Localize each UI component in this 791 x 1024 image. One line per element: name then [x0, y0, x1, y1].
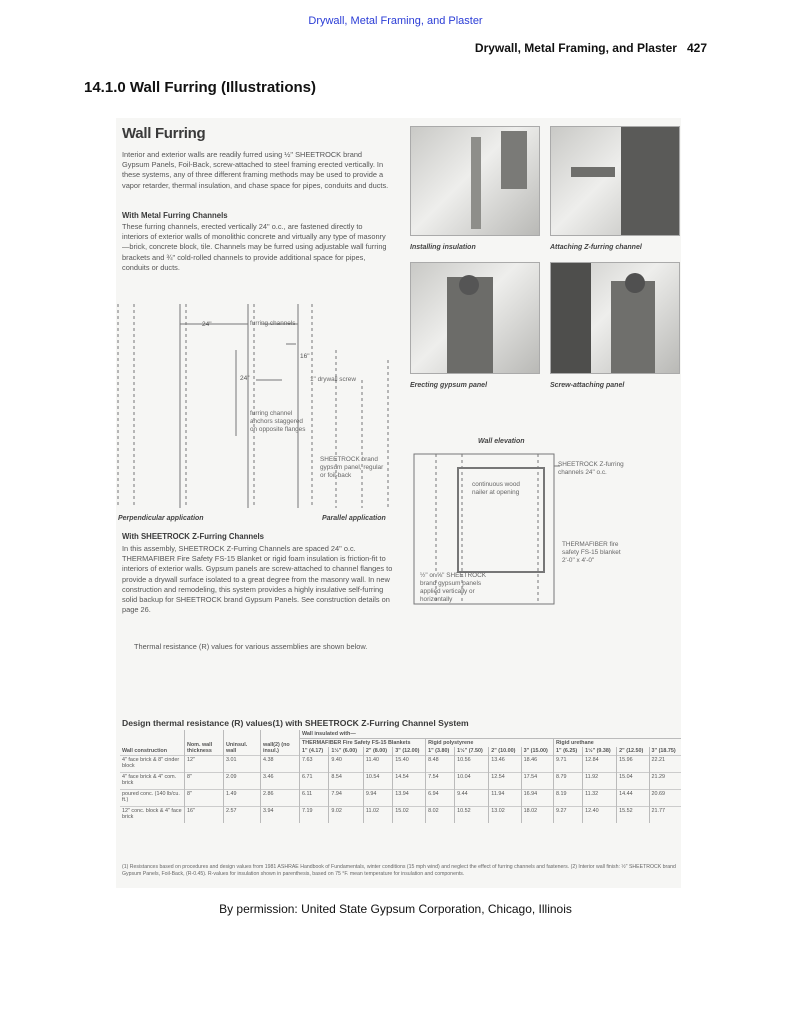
th-wall: wall(2) (no insul.): [261, 730, 300, 756]
th-sub: 1½" (7.50): [455, 747, 489, 756]
label-channel-anchors: furring channel anchors staggered on opposite flanges: [250, 410, 306, 433]
cell-value: 12.54: [489, 773, 521, 790]
caption-photo-2: Attaching Z-furring channel: [550, 244, 642, 251]
cell-uninsul: 2.57: [224, 807, 261, 824]
cell-value: 9.94: [363, 790, 392, 807]
table-title: Design thermal resistance (R) values(1) with SHEETROCK Z-Furring Channel System: [122, 718, 469, 728]
photo-installing-insulation: [410, 126, 540, 236]
cell-uninsul: 3.01: [224, 756, 261, 773]
caption-photo-4: Screw-attaching panel: [550, 382, 625, 389]
th-sub: 1½" (6.00): [329, 747, 363, 756]
cell-value: 10.56: [455, 756, 489, 773]
table-row: [120, 756, 681, 773]
cell-value: 18.46: [521, 756, 553, 773]
th-thermafiber: THERMAFIBER Fire Safety FS-15 Blankets: [300, 739, 426, 748]
cell-value: 11.02: [363, 807, 392, 824]
r-values-paragraph: Thermal resistance (R) values for various assemblies are shown below.: [134, 642, 368, 651]
cell-value: 8.19: [554, 790, 583, 807]
cell-value: 9.40: [329, 756, 363, 773]
cell-wall: 3.94: [261, 807, 300, 824]
dim-24-top: 24": [202, 321, 212, 328]
label-elevation-wood-nailer: continuous wood nailer at opening: [472, 481, 520, 496]
th-sub: 1" (4.17): [300, 747, 329, 756]
th-uninsul: Uninsul. wall: [224, 730, 261, 756]
running-header: [475, 41, 707, 55]
cell-value: 9.02: [329, 807, 363, 824]
cell-wall: 4.38: [261, 756, 300, 773]
cell-value: 7.19: [300, 807, 329, 824]
cell-value: 14.54: [393, 773, 426, 790]
table-footnote: (1) Resistances based on procedures and design values from 1981 ASHRAE Handbook of Fundamentals, winter conditions (15 mph wind) and neglect the effect of furring channels and fasteners. (2) Interior wall finish: ½" SHEETROCK brand Gypsum Panels, Foil-Back, (R-0.45). R-values for insulation shown in parenthesis, based on 75 °F. mean temperature for insulation and components.: [122, 864, 676, 877]
dim-24-side: 24": [240, 375, 250, 382]
cell-uninsul: 1.49: [224, 790, 261, 807]
th-sub: 2" (8.00): [363, 747, 392, 756]
cell-value: 10.52: [455, 807, 489, 824]
thermal-resistance-table: [120, 730, 681, 823]
z-furring-paragraph: In this assembly, SHEETROCK Z-Furring Channels are spaced 24" o.c. THERMAFIBER Fire Safety FS-15 Blanket or rigid foam insulation is friction-fit to interiors of exterior walls. Gypsum panels are screw-attached to channel flanges to provide a drywall surface isolated to a great degree from the masonry wall. In new construction and remodeling, this system provides a highly insulative self-furring solid backup for SHEETROCK brand Gypsum Panels. See construction details on page 26.: [122, 544, 393, 615]
cell-value: 11.94: [489, 790, 521, 807]
cell-construction: 4" face brick & 8" cinder block: [120, 756, 185, 773]
label-elevation-panels: ½" or ⅝" SHEETROCK brand gypsum panels applied vertically or horizontally: [420, 572, 486, 603]
th-sub: 2" (10.00): [489, 747, 521, 756]
intro-paragraph: Interior and exterior walls are readily furred using ½" SHEETROCK brand Gypsum Panels, Foil-Back, screw-attached to steel framing erected vertically. In these systems, any of three different framing methods may be used to provide a vapor retarder, thermal insulation, and chase space for pipes, conduits and ducts.: [122, 150, 389, 190]
th-group: Wall insulated with—: [300, 730, 682, 739]
cell-value: 15.96: [617, 756, 649, 773]
cell-value: 20.69: [649, 790, 681, 807]
cell-value: 8.48: [426, 756, 455, 773]
cell-value: 9.27: [554, 807, 583, 824]
label-elevation-zfurring: SHEETROCK Z-furring channels 24" o.c.: [558, 461, 624, 476]
th-sub: 1" (3.80): [426, 747, 455, 756]
cell-value: 13.94: [393, 790, 426, 807]
cell-value: 14.44: [617, 790, 649, 807]
cell-value: 8.02: [426, 807, 455, 824]
cell-value: 11.40: [363, 756, 392, 773]
cell-value: 10.04: [455, 773, 489, 790]
th-construction: Wall construction: [122, 748, 168, 754]
figure-heading: Wall Furring: [122, 125, 206, 142]
cell-value: 15.04: [617, 773, 649, 790]
cell-value: 21.29: [649, 773, 681, 790]
cell-value: 6.11: [300, 790, 329, 807]
cell-value: 6.94: [426, 790, 455, 807]
table-row: [120, 790, 681, 807]
wall-elevation-title: Wall elevation: [478, 438, 525, 445]
table-row: [120, 807, 681, 824]
dim-16: 16": [300, 353, 310, 360]
cell-value: 12.84: [583, 756, 617, 773]
cell-value: 11.32: [583, 790, 617, 807]
label-drywall-screw: 1" drywall screw: [310, 376, 356, 383]
cell-value: 16.94: [521, 790, 553, 807]
th-urethane: Rigid urethane: [554, 739, 681, 748]
cell-value: 15.40: [393, 756, 426, 773]
cell-thickness: 12": [185, 756, 224, 773]
section-title: 14.1.0 Wall Furring (Illustrations): [84, 79, 316, 96]
label-furring-channels: furring channels: [250, 320, 296, 327]
cell-value: 9.71: [554, 756, 583, 773]
credit-line: By permission: United State Gypsum Corporation, Chicago, Illinois: [219, 902, 572, 916]
th-sub: 3" (12.00): [393, 747, 426, 756]
cell-value: 13.02: [489, 807, 521, 824]
furring-application-diagram: [116, 300, 406, 516]
header-link[interactable]: Drywall, Metal Framing, and Plaster: [308, 15, 483, 27]
cell-thickness: 16": [185, 807, 224, 824]
cell-value: 6.71: [300, 773, 329, 790]
label-elevation-thermafiber: THERMAFIBER fire safety FS-15 blanket 2'-0" x 4'-0": [562, 541, 621, 564]
metal-furring-heading: With Metal Furring Channels: [122, 211, 228, 220]
th-sub: 1½" (9.38): [583, 747, 617, 756]
th-sub: 3" (18.75): [649, 747, 681, 756]
cell-value: 10.54: [363, 773, 392, 790]
cell-uninsul: 2.09: [224, 773, 261, 790]
cell-value: 15.02: [393, 807, 426, 824]
caption-perpendicular: Perpendicular application: [118, 515, 204, 522]
cell-value: 15.52: [617, 807, 649, 824]
caption-photo-3: Erecting gypsum panel: [410, 382, 488, 389]
cell-construction: 12" conc. block & 4" face brick: [120, 807, 185, 824]
cell-value: 12.40: [583, 807, 617, 824]
cell-value: 8.54: [329, 773, 363, 790]
metal-furring-paragraph: These furring channels, erected vertically 24" o.c., are fastened directly to interiors of exterior walls of monolithic concrete and virtually any type of masonry—brick, concrete block, tile. Channels may be furred using adjustable wall furring brackets and ¾" cold-rolled channels to provide additional space for pipes, conduits or ducts.: [122, 222, 387, 272]
table-row: [120, 773, 681, 790]
cell-thickness: 8": [185, 790, 224, 807]
cell-wall: 3.46: [261, 773, 300, 790]
cell-value: 22.21: [649, 756, 681, 773]
cell-value: 9.44: [455, 790, 489, 807]
cell-value: 17.54: [521, 773, 553, 790]
photo-attaching-channel: [550, 126, 680, 236]
cell-construction: poured conc. (140 lb/cu. ft.): [120, 790, 185, 807]
cell-value: 13.46: [489, 756, 521, 773]
caption-parallel: Parallel application: [322, 515, 386, 522]
th-polystyrene: Rigid polystyrene: [426, 739, 554, 748]
cell-value: 7.63: [300, 756, 329, 773]
cell-construction: 4" face brick & 4" com. brick: [120, 773, 185, 790]
cell-value: 11.92: [583, 773, 617, 790]
cell-value: 18.02: [521, 807, 553, 824]
th-sub: 1" (6.25): [554, 747, 583, 756]
th-thickness: Nom. wall thickness: [185, 730, 224, 756]
page-number: 427: [686, 41, 707, 55]
th-sub: 3" (15.00): [521, 747, 553, 756]
cell-wall: 2.86: [261, 790, 300, 807]
th-sub: 2" (12.50): [617, 747, 649, 756]
cell-value: 7.94: [329, 790, 363, 807]
z-furring-heading: With SHEETROCK Z-Furring Channels: [122, 532, 265, 541]
cell-value: 21.77: [649, 807, 681, 824]
cell-value: 8.79: [554, 773, 583, 790]
running-title: Drywall, Metal Framing, and Plaster: [474, 41, 677, 55]
cell-value: 7.54: [426, 773, 455, 790]
cell-thickness: 8": [185, 773, 224, 790]
label-sheetrock-panel: SHEETROCK brand gypsum panel, regular or foil-back: [320, 456, 384, 479]
photo-erecting-panel: [410, 262, 540, 374]
caption-photo-1: Installing insulation: [410, 244, 476, 251]
photo-screw-attaching: [550, 262, 680, 374]
